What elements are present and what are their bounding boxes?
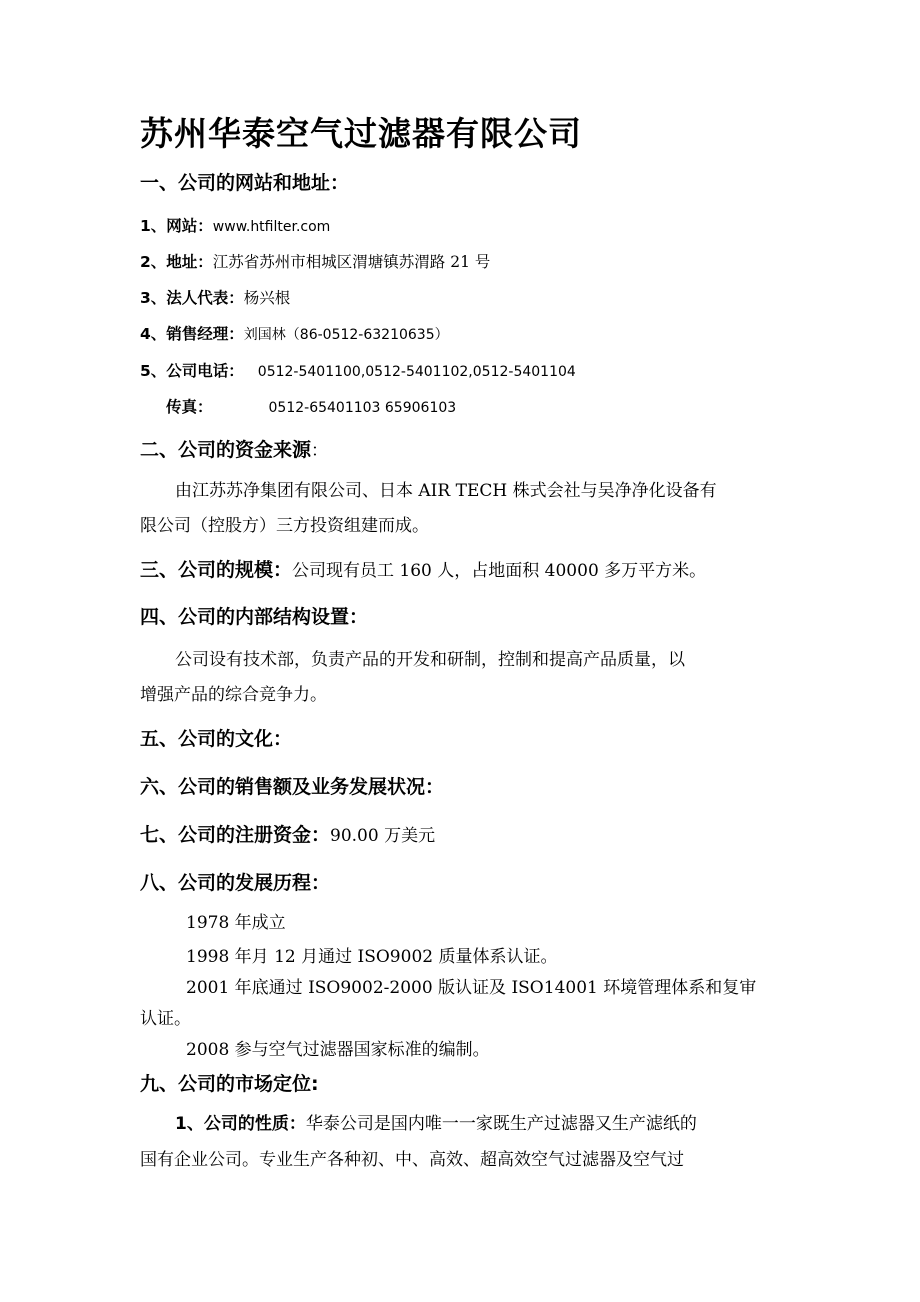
section-5-heading: 五、公司的文化： [140,728,293,750]
fax-value: 0512-65401103 65906103 [268,400,457,416]
section-2-heading [140,439,328,462]
website-row [140,217,330,236]
section-8-heading: 八、公司的发展历程： [140,872,331,894]
section-3-heading: 三、公司的规模： [140,559,293,581]
section-9-line-1 [175,1114,697,1134]
phone-row [140,362,576,381]
section-4-line-1: 公司设有技术部，负责产品的开发和研制，控制和提高产品质量，以 [175,650,685,670]
fax-label: 传真： [166,398,213,416]
section-9-heading: 九、公司的市场定位: [140,1073,319,1095]
website-value: www.htfilter.com [212,219,331,235]
section-2-heading-text: 二、公司的资金来源 [140,439,312,461]
section-2-line-1: 由江苏苏净集团有限公司、日本 AIR TECH 株式会社与吴净净化设备有 [175,481,717,501]
legal-rep-label: 3、法人代表： [140,289,244,307]
section-4-heading: 四、公司的内部结构设置： [140,606,369,628]
section-1-heading: 一、公司的网站和地址： [140,172,350,194]
sales-manager-label: 4、销售经理： [140,325,244,343]
sales-manager-value: 刘国林（86-0512-63210635） [243,327,449,343]
legal-rep-value: 杨兴根 [243,289,291,307]
section-2-line-2: 限公司（控股方）三方投资组建而成。 [140,516,429,536]
phone-label: 5、公司电话： [140,362,244,380]
section-3-row [140,559,706,582]
section-3-text: 公司现有员工 160 人，占地面积 40000 多万平方米。 [292,561,707,581]
legal-rep-row [140,289,290,308]
section-2-heading-colon: ： [311,441,329,461]
company-nature-text: 华泰公司是国内唯一一家既生产过滤器又生产滤纸的 [305,1114,697,1134]
section-7-row [140,824,435,847]
history-1978: 1978 年成立 [186,913,286,933]
address-label: 2、地址： [140,253,213,271]
website-label: 1、网站： [140,217,213,235]
section-9-line-2: 国有企业公司。专业生产各种初、中、高效、超高效空气过滤器及空气过 [140,1150,684,1170]
history-1998: 1998 年月 12 月通过 ISO9002 质量体系认证。 [186,947,558,967]
phone-value: 0512-5401100,0512-5401102,0512-5401104 [257,364,576,380]
history-2001: 2001 年底通过 ISO9002-2000 版认证及 ISO14001 环境管理体系和复审 [186,978,757,998]
sales-manager-row [140,325,449,344]
history-2008: 2008 参与空气过滤器国家标准的编制。 [186,1040,490,1060]
fax-row [166,398,456,417]
section-7-text: 90.00 万美元 [330,826,436,846]
company-nature-label: 1、公司的性质： [175,1114,306,1134]
section-4-line-2: 增强产品的综合竞争力。 [140,685,327,705]
address-row [140,253,490,272]
history-2001-cont: 认证。 [140,1009,191,1029]
section-7-heading: 七、公司的注册资金： [140,824,331,846]
document-title: 苏州华泰空气过滤器有限公司 [140,114,582,153]
section-6-heading: 六、公司的销售额及业务发展状况： [140,776,445,798]
address-value: 江苏省苏州市相城区渭塘镇苏渭路 21 号 [212,253,491,271]
